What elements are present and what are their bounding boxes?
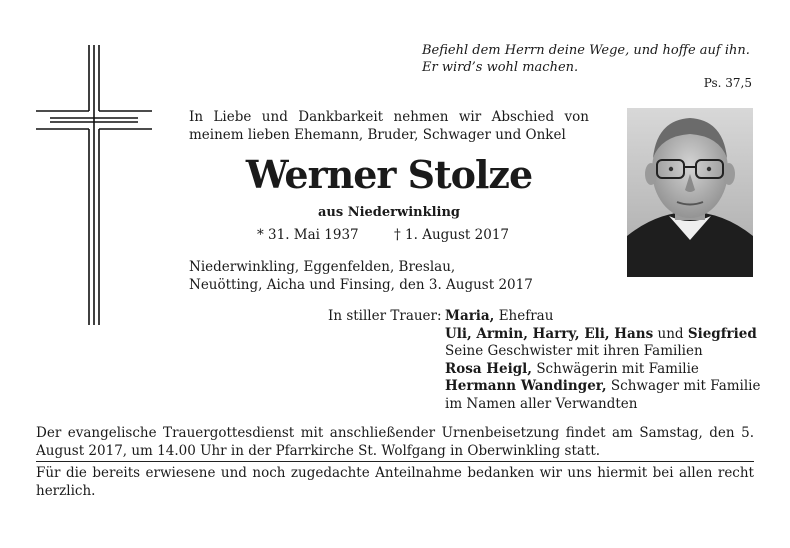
mourner-children [445,326,765,344]
sister-in-law-name: Rosa Heigl, [445,360,533,377]
verse-line-2: Er wird’s wohl machen. [422,60,579,75]
cross-icon [36,45,154,327]
mourner-sister-in-law [445,361,765,379]
deceased-name: Werner Stolze [245,152,533,197]
mourner-brother-in-law [445,378,765,396]
thanks-note: Für die bereits erwiesene und noch zugedachte Anteilnahme bedanken wir uns hiermit bei allen recht herzlich. [36,465,754,499]
verse-line-1: Befiehl dem Herrn deine Wege, und hoffe auf ihn. [422,43,750,58]
verse-reference: Ps. 37,5 [703,76,752,90]
intro-text [189,108,589,144]
birth-date: * 31. Mai 1937 [257,227,359,243]
places-line-1: Niederwinkling, Eggenfelden, Breslau, [189,259,456,275]
brother-in-law-name: Hermann Wandinger, [445,378,607,394]
wife-role: Ehefrau [498,308,554,324]
places-and-date [189,258,589,294]
intro-line-2: meinem lieben Ehemann, Bruder, Schwager und Onkel [189,127,566,143]
brother-in-law-role: Schwager mit Familie [610,378,761,394]
wife-name: Maria, [445,308,495,324]
bible-verse [422,42,752,76]
children-and: und [657,325,684,342]
mourner-siblings: Seine Geschwister mit ihren Familien [445,343,703,359]
mourner-wife [445,308,765,326]
children-names: Uli, Armin, Harry, Eli, Hans [445,325,654,342]
service-info: Der evangelische Trauergottesdienst mit anschließender Urnenbeisetzung findet am Samstag, den 5. August 2017, um 14.00 Uhr in der Pfarrkirche St. Wolfgang in Oberwinkling statt. [36,425,754,459]
divider [36,461,754,462]
children-last: Siegfried [687,325,757,342]
death-date: † 1. August 2017 [394,227,509,243]
sister-in-law-role: Schwägerin mit Familie [536,360,699,377]
intro-line-1: In Liebe und Dankbarkeit nehmen wir Abschied von [189,109,589,125]
portrait-photo [627,108,753,277]
mourner-relatives: im Namen aller Verwandten [445,395,638,412]
mourners-lead: In stiller Trauer: [328,308,442,324]
deceased-origin: aus Niederwinkling [317,205,461,220]
places-line-2: Neuötting, Aicha und Finsing, den 3. August 2017 [189,277,533,293]
